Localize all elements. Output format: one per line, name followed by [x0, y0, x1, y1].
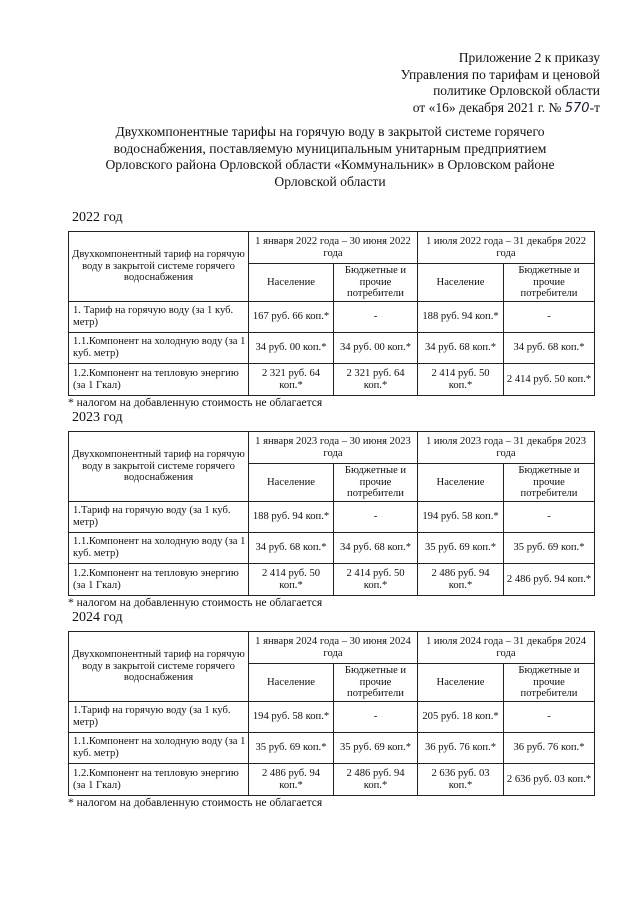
period-header: 1 января 2024 года – 30 июня 2024 года — [249, 632, 418, 664]
document-title — [80, 124, 580, 190]
table-cell: - — [504, 502, 595, 533]
title-line: Орловского района Орловской области «Коммунальник» в Орловском районе — [105, 157, 555, 172]
column-header-budget: Бюджетные и прочие потребители — [504, 664, 595, 702]
row-label: 1.Тариф на горячую воду (за 1 куб. метр) — [69, 702, 249, 733]
table-row — [69, 764, 595, 796]
table-cell: 2 636 руб. 03 коп.* — [504, 764, 595, 796]
table-cell: 188 руб. 94 коп.* — [249, 502, 334, 533]
period-header: 1 января 2022 года – 30 июня 2022 года — [249, 232, 418, 264]
column-header-population: Население — [418, 264, 504, 302]
table-cell: 2 414 руб. 50 коп.* — [418, 364, 504, 396]
table-row — [69, 302, 595, 333]
vat-footnote: * налогом на добавленную стоимость не облагается — [68, 597, 323, 609]
table-cell: 34 руб. 68 коп.* — [249, 533, 334, 564]
column-header-population: Население — [418, 664, 504, 702]
row-label: 1.Тариф на горячую воду (за 1 куб. метр) — [69, 502, 249, 533]
table-cell: 35 руб. 69 коп.* — [504, 533, 595, 564]
row-label: 1.1.Компонент на холодную воду (за 1 куб. метр) — [69, 733, 249, 764]
header-line: политике Орловской области — [433, 83, 600, 98]
column-header-budget: Бюджетные и прочие потребители — [504, 264, 595, 302]
table-cell: 35 руб. 69 коп.* — [249, 733, 334, 764]
order-suffix: -т — [589, 99, 600, 115]
table-cell: 2 321 руб. 64 коп.* — [249, 364, 334, 396]
tariff-table — [68, 231, 595, 396]
header-date-line — [300, 100, 600, 118]
table-row — [69, 564, 595, 596]
table-cell: 36 руб. 76 коп.* — [504, 733, 595, 764]
period-header: 1 июля 2024 года – 31 декабря 2024 года — [418, 632, 595, 664]
table-cell: - — [334, 502, 418, 533]
table-cell: 2 321 руб. 64 коп.* — [334, 364, 418, 396]
table-cell: 2 636 руб. 03 коп.* — [418, 764, 504, 796]
tariff-table — [68, 631, 595, 796]
period-header: 1 июля 2023 года – 31 декабря 2023 года — [418, 432, 595, 464]
table-cell: 2 486 руб. 94 коп.* — [249, 764, 334, 796]
order-number: 570 — [564, 100, 590, 116]
table-cell: 34 руб. 68 коп.* — [504, 333, 595, 364]
header-line: Управления по тарифам и ценовой — [400, 66, 600, 82]
table-cell: 167 руб. 66 коп.* — [249, 302, 334, 333]
table-cell: 188 руб. 94 коп.* — [418, 302, 504, 333]
table-cell: 34 руб. 68 коп.* — [418, 333, 504, 364]
title-line: водоснабжения, поставляемую муниципальным унитарным предприятием — [113, 140, 547, 156]
column-header-population: Население — [249, 264, 334, 302]
table-cell: 2 414 руб. 50 коп.* — [334, 564, 418, 596]
table-cell: - — [504, 302, 595, 333]
column-header-budget: Бюджетные и прочие потребители — [334, 264, 418, 302]
title-line: Орловской области — [274, 173, 386, 189]
table-cell: 34 руб. 68 коп.* — [334, 533, 418, 564]
table-cell: 34 руб. 00 коп.* — [334, 333, 418, 364]
column-header-population: Население — [249, 464, 334, 502]
table-cell: 194 руб. 58 коп.* — [249, 702, 334, 733]
year-heading: 2022 год — [72, 210, 123, 225]
year-heading: 2023 год — [72, 410, 123, 425]
table-row — [69, 702, 595, 733]
header-line: Приложение 2 к приказу — [458, 50, 600, 65]
row-label: 1.1.Компонент на холодную воду (за 1 куб. метр) — [69, 333, 249, 364]
table-cell: 2 414 руб. 50 коп.* — [249, 564, 334, 596]
table-corner-header: Двухкомпонентный тариф на горячую воду в закрытой системе горячего водоснабжения — [69, 432, 249, 502]
table-cell: 36 руб. 76 коп.* — [418, 733, 504, 764]
table-cell: 194 руб. 58 коп.* — [418, 502, 504, 533]
table-corner-header: Двухкомпонентный тариф на горячую воду в закрытой системе горячего водоснабжения — [69, 232, 249, 302]
column-header-population: Население — [249, 664, 334, 702]
table-row — [69, 533, 595, 564]
period-header: 1 января 2023 года – 30 июня 2023 года — [249, 432, 418, 464]
row-label: 1.2.Компонент на тепловую энергию (за 1 Гкал) — [69, 364, 249, 396]
table-cell: 35 руб. 69 коп.* — [334, 733, 418, 764]
table-cell: 2 414 руб. 50 коп.* — [504, 364, 595, 396]
table-cell: - — [334, 702, 418, 733]
tariff-section-2024 — [68, 610, 594, 809]
tariff-section-2022 — [68, 210, 594, 409]
order-date: от «16» декабря 2021 г. № — [412, 99, 562, 115]
table-cell: 2 486 руб. 94 коп.* — [418, 564, 504, 596]
row-label: 1.2.Компонент на тепловую энергию (за 1 Гкал) — [69, 564, 249, 596]
row-label: 1.1.Компонент на холодную воду (за 1 куб. метр) — [69, 533, 249, 564]
table-row — [69, 733, 595, 764]
table-cell: 35 руб. 69 коп.* — [418, 533, 504, 564]
column-header-population: Население — [418, 464, 504, 502]
table-row — [69, 333, 595, 364]
tariff-table — [68, 431, 595, 596]
table-cell: 34 руб. 00 коп.* — [249, 333, 334, 364]
title-line: Двухкомпонентные тарифы на горячую воду в закрытой системе горячего — [115, 124, 545, 139]
tariff-section-2023 — [68, 410, 594, 609]
table-cell: - — [334, 302, 418, 333]
table-cell: - — [504, 702, 595, 733]
table-cell: 205 руб. 18 коп.* — [418, 702, 504, 733]
row-label: 1.2.Компонент на тепловую энергию (за 1 Гкал) — [69, 764, 249, 796]
period-header: 1 июля 2022 года – 31 декабря 2022 года — [418, 232, 595, 264]
vat-footnote: * налогом на добавленную стоимость не облагается — [68, 397, 323, 409]
table-cell: 2 486 руб. 94 коп.* — [334, 764, 418, 796]
order-header — [300, 50, 600, 117]
table-corner-header: Двухкомпонентный тариф на горячую воду в закрытой системе горячего водоснабжения — [69, 632, 249, 702]
column-header-budget: Бюджетные и прочие потребители — [334, 664, 418, 702]
table-row — [69, 364, 595, 396]
column-header-budget: Бюджетные и прочие потребители — [504, 464, 595, 502]
table-row — [69, 502, 595, 533]
column-header-budget: Бюджетные и прочие потребители — [334, 464, 418, 502]
row-label: 1. Тариф на горячую воду (за 1 куб. метр) — [69, 302, 249, 333]
year-heading: 2024 год — [72, 610, 123, 625]
vat-footnote: * налогом на добавленную стоимость не облагается — [68, 797, 323, 809]
table-cell: 2 486 руб. 94 коп.* — [504, 564, 595, 596]
